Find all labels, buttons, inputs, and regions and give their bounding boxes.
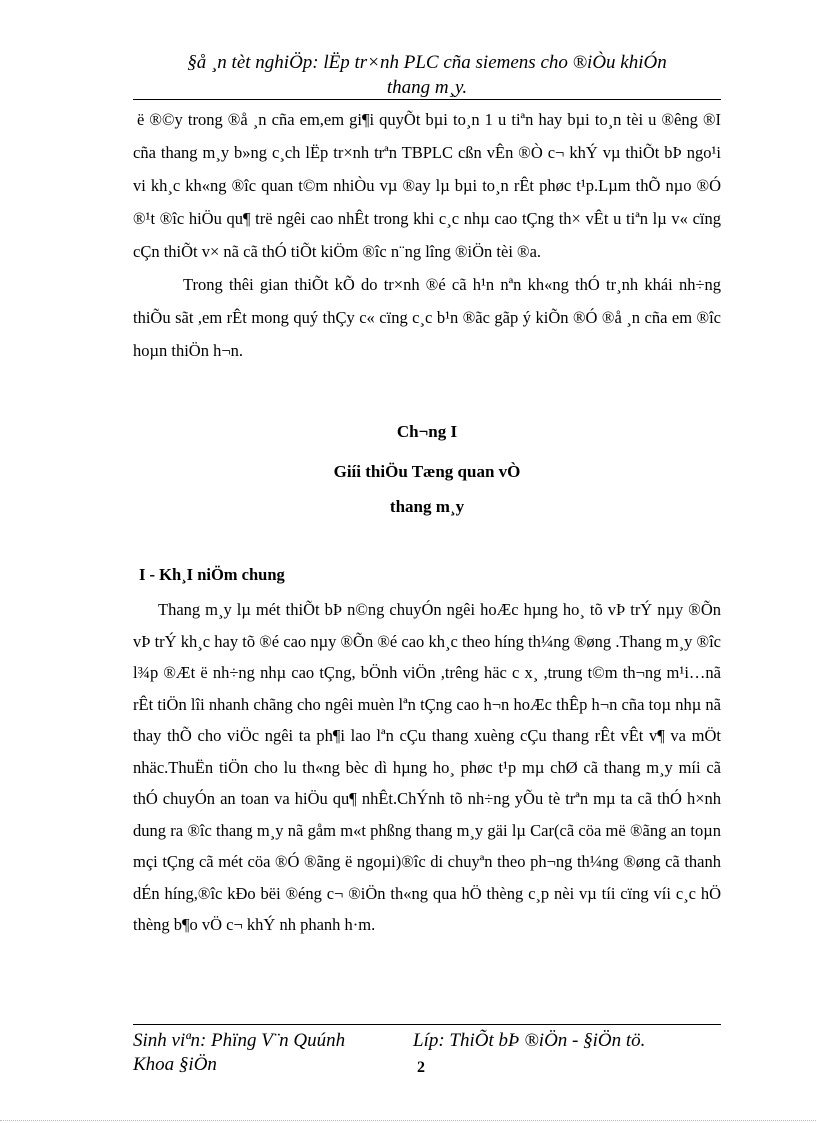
header-rule xyxy=(133,99,721,100)
header-title-line1: §å ¸n tèt nghiÖp: lËp tr×nh PLC cña siemens cho ®iÒu khiÓn xyxy=(187,52,667,73)
chapter-number: Ch¬ng I xyxy=(396,422,458,441)
section-paragraph: Thang m¸y lµ mét thiÕt bÞ n©ng chuyÓn ngêi hoÆc hµng ho¸ tõ vÞ trÝ nµy ®Õn vÞ trÝ kh¸c hay tõ ®é cao nµy ®Õn ®é cao kh¸c theo híng th¼ng ®øng .Thang m¸y ®îc l¾p ®Æt ë nh÷ng nhµ cao tÇng, bÖnh viÖn ,trêng häc c x¸ ,trung t©m th¬ng m¹i…nã rÊt tiÖn lîi nhanh chãng cho ngêi muèn lªn tÇng cao h¬n hoÆc thÊp h¬n cña toµ nhµ nã thay thÕ cho viÖc ngêi ta ph¶i lao lªn cÇu thang xuèng cÇu thang rÊt vÊt v¶ va mÖt nhäc.ThuËn tiÖn cho lu th«ng bèc dì hµng ho¸ phøc t¹p mµ chØ cã thang m¸y míi cã thÓ chuyÓn an toan va hiÖu qu¶ nhÊt.ChÝnh tõ nh÷ng yÕu tè trªn mµ ta cã thÓ h×nh dung ra ®îc thang m¸y nã gåm m«t phßng thang m¸y gäi lµ Car(cã cöa më ®ãng an toµn mçi tÇng cã mét cöa ®Ó ®ãng ë ngoµi)®îc di chuyªn theo ph¬ng th¼ng ®øng cã thanh dÉn híng,®îc kÐo bëi ®éng c¬ ®iÖn th«ng qua hÖ thèng c¸p nèi vµ tíi cïng víi c¸c hÖ thèng b¶o vÖ c¬ khÝ nh phanh h·m. xyxy=(133,600,721,934)
header-title-line2: thang m¸y. xyxy=(386,77,468,98)
page-header xyxy=(133,50,721,100)
footer-class: Líp: ThiÕt bÞ ®iÖn - §iÖn tö. xyxy=(413,1030,646,1051)
footer-department: Khoa §iÖn xyxy=(133,1054,217,1075)
intro-paragraph-1: ë ®©y trong ®å ¸n cña em,em gi¶i quyÕt bµi to¸n 1 u tiªn hay bµi to¸n tèi u ®êng ®I cña thang m¸y b»ng c¸ch lËp tr×nh trªn TBPLC cßn vÊn ®Ò c¬ khÝ vµ thiÕt bÞ ngo¹i vi kh¸c kh«ng ®îc quan t©m nhiÒu vµ ®ay lµ bµi to¸n rÊt phøc t¹p.Lµm thÕ nµo ®Ó ®¹t ®îc hiÖu qu¶ trë ngêi cao nhÊt trong khi c¸c nhµ cao tÇng th× vÊt u tiªn lµ v« cïng cÇn thiÕt v× nã cã thÓ tiÕt kiÖm ®îc n¨ng lîng ®iÖn tèi ®a. xyxy=(133,110,721,261)
page-edge-divider xyxy=(0,1120,816,1121)
section-heading: I - Kh¸I niÖm chung xyxy=(139,565,285,584)
intro-text xyxy=(133,103,721,367)
footer-rule xyxy=(133,1024,721,1025)
chapter-title-line1: Giíi thiÖu Tæng quan vÒ xyxy=(333,462,521,481)
chapter-title-line2: thang m¸y xyxy=(389,497,465,516)
intro-paragraph-2: Trong thêi gian thiÕt kÕ do tr×nh ®é cã h¹n nªn kh«ng thÓ tr¸nh khái nh÷ng thiÕu sãt ,em rÊt mong quý thÇy c« cïng c¸c b¹n ®ãc gãp ý kiÕn ®Ó ®å ¸n cña em ®îc hoµn thiÖn h¬n. xyxy=(133,275,721,360)
section-text xyxy=(133,594,721,941)
page-number: 2 xyxy=(417,1059,425,1076)
footer-student: Sinh viªn: Phïng V¨n Quúnh xyxy=(133,1030,346,1051)
